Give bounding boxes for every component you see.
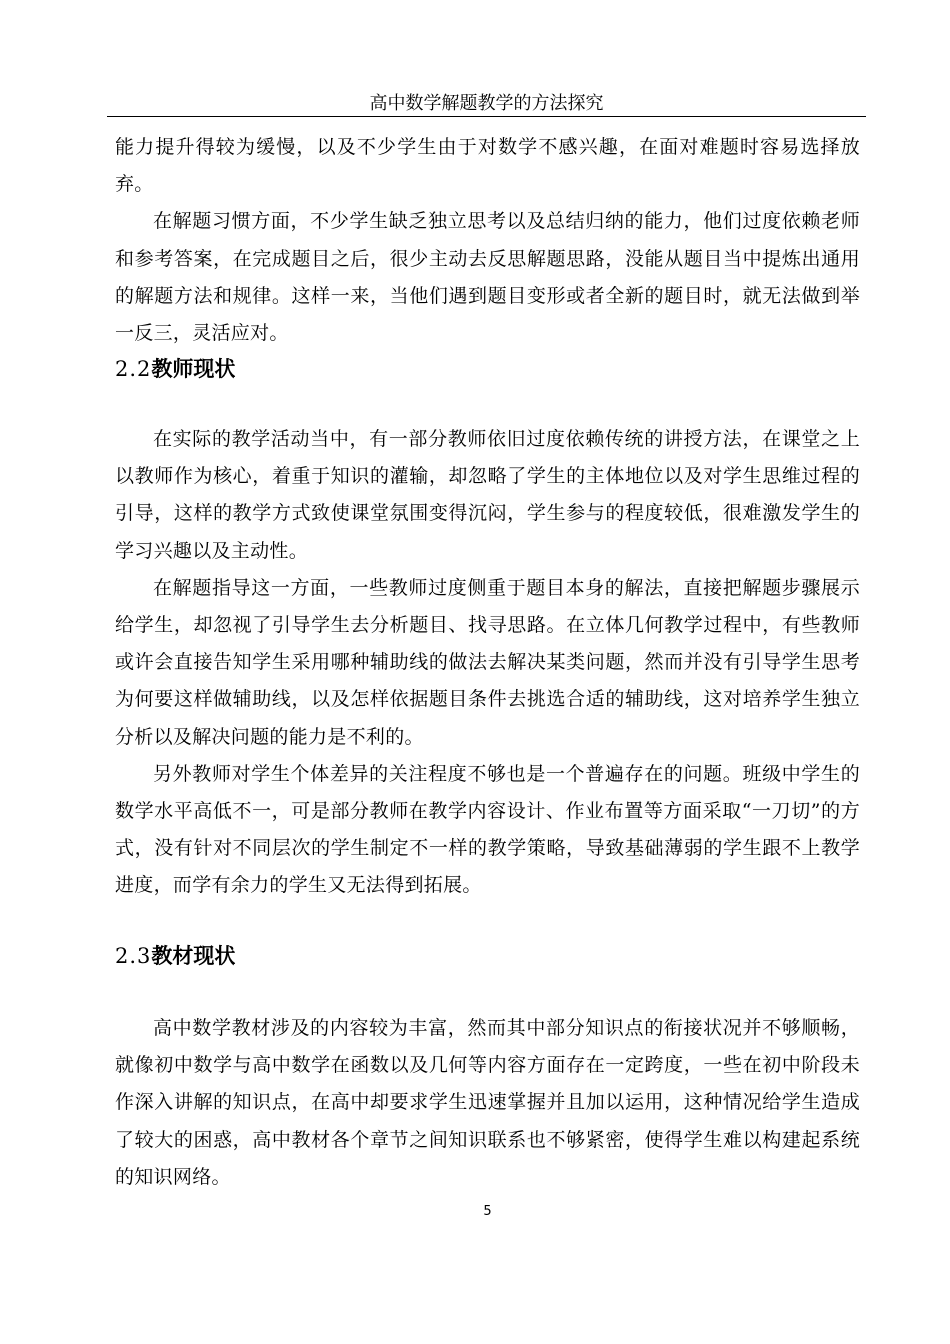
page-number: 5 bbox=[483, 1204, 492, 1219]
paragraph-solving-habits: 在解题习惯方面，不少学生缺乏独立思考以及总结归纳的能力，他们过度依赖老师和参考答案，在完成题目之后，很少主动去反思解题思路，没能从题目当中提炼出通用的解题方法和规律。这样一来，当他们遇到题目变形或者全新的题目时，就无法做到举一反三，灵活应对。 bbox=[115, 210, 860, 345]
section-title: 教师现状 bbox=[151, 357, 236, 381]
paragraph-group-2 bbox=[115, 421, 860, 905]
paragraph-individual-differences: 另外教师对学生个体差异的关注程度不够也是一个普遍存在的问题。班级中学生的数学水平高低不一，可是部分教师在教学内容设计、作业布置等方面采取“一刀切”的方式，没有针对不同层次的学生制定不一样的教学策略，导致基础薄弱的学生跟不上教学进度，而学有余力的学生又无法得到拓展。 bbox=[115, 762, 860, 897]
section-heading-2-3 bbox=[115, 941, 235, 971]
paragraph-continued: 能力提升得较为缓慢，以及不少学生由于对数学不感兴趣，在面对难题时容易选择放弃。 bbox=[115, 136, 860, 196]
section-number: 2.3 bbox=[115, 944, 152, 968]
section-title: 教材现状 bbox=[151, 944, 236, 968]
running-header: 高中数学解题教学的方法探究 bbox=[369, 93, 604, 114]
paragraph-group-1 bbox=[115, 129, 860, 352]
paragraph-group-3 bbox=[115, 1010, 860, 1196]
header-divider bbox=[107, 116, 866, 117]
section-heading-2-2 bbox=[115, 354, 235, 384]
paragraph-teaching-method: 在实际的教学活动当中，有一部分教师依旧过度依赖传统的讲授方法，在课堂之上以教师作为核心，着重于知识的灌输，却忽略了学生的主体地位以及对学生思维过程的引导，这样的教学方式致使课堂氛围变得沉闷，学生参与的程度较低，很难激发学生的学习兴趣以及主动性。 bbox=[115, 428, 860, 562]
paragraph-textbook-status: 高中数学教材涉及的内容较为丰富，然而其中部分知识点的衔接状况并不够顺畅，就像初中数学与高中数学在函数以及几何等内容方面存在一定跨度，一些在初中阶段未作深入讲解的知识点，在高中却要求学生迅速掌握并且加以运用，这种情况给学生造成了较大的困惑，高中教材各个章节之间知识联系也不够紧密，使得学生难以构建起系统的知识网络。 bbox=[115, 1017, 860, 1188]
section-number: 2.2 bbox=[115, 357, 152, 381]
paragraph-solving-guidance: 在解题指导这一方面，一些教师过度侧重于题目本身的解法，直接把解题步骤展示给学生，却忽视了引导学生去分析题目、找寻思路。在立体几何教学过程中，有些教师或许会直接告知学生采用哪种辅助线的做法去解决某类问题，然而并没有引导学生思考为何要这样做辅助线，以及怎样依据题目条件去挑选合适的辅助线，这对培养学生独立分析以及解决问题的能力是不利的。 bbox=[115, 576, 860, 748]
